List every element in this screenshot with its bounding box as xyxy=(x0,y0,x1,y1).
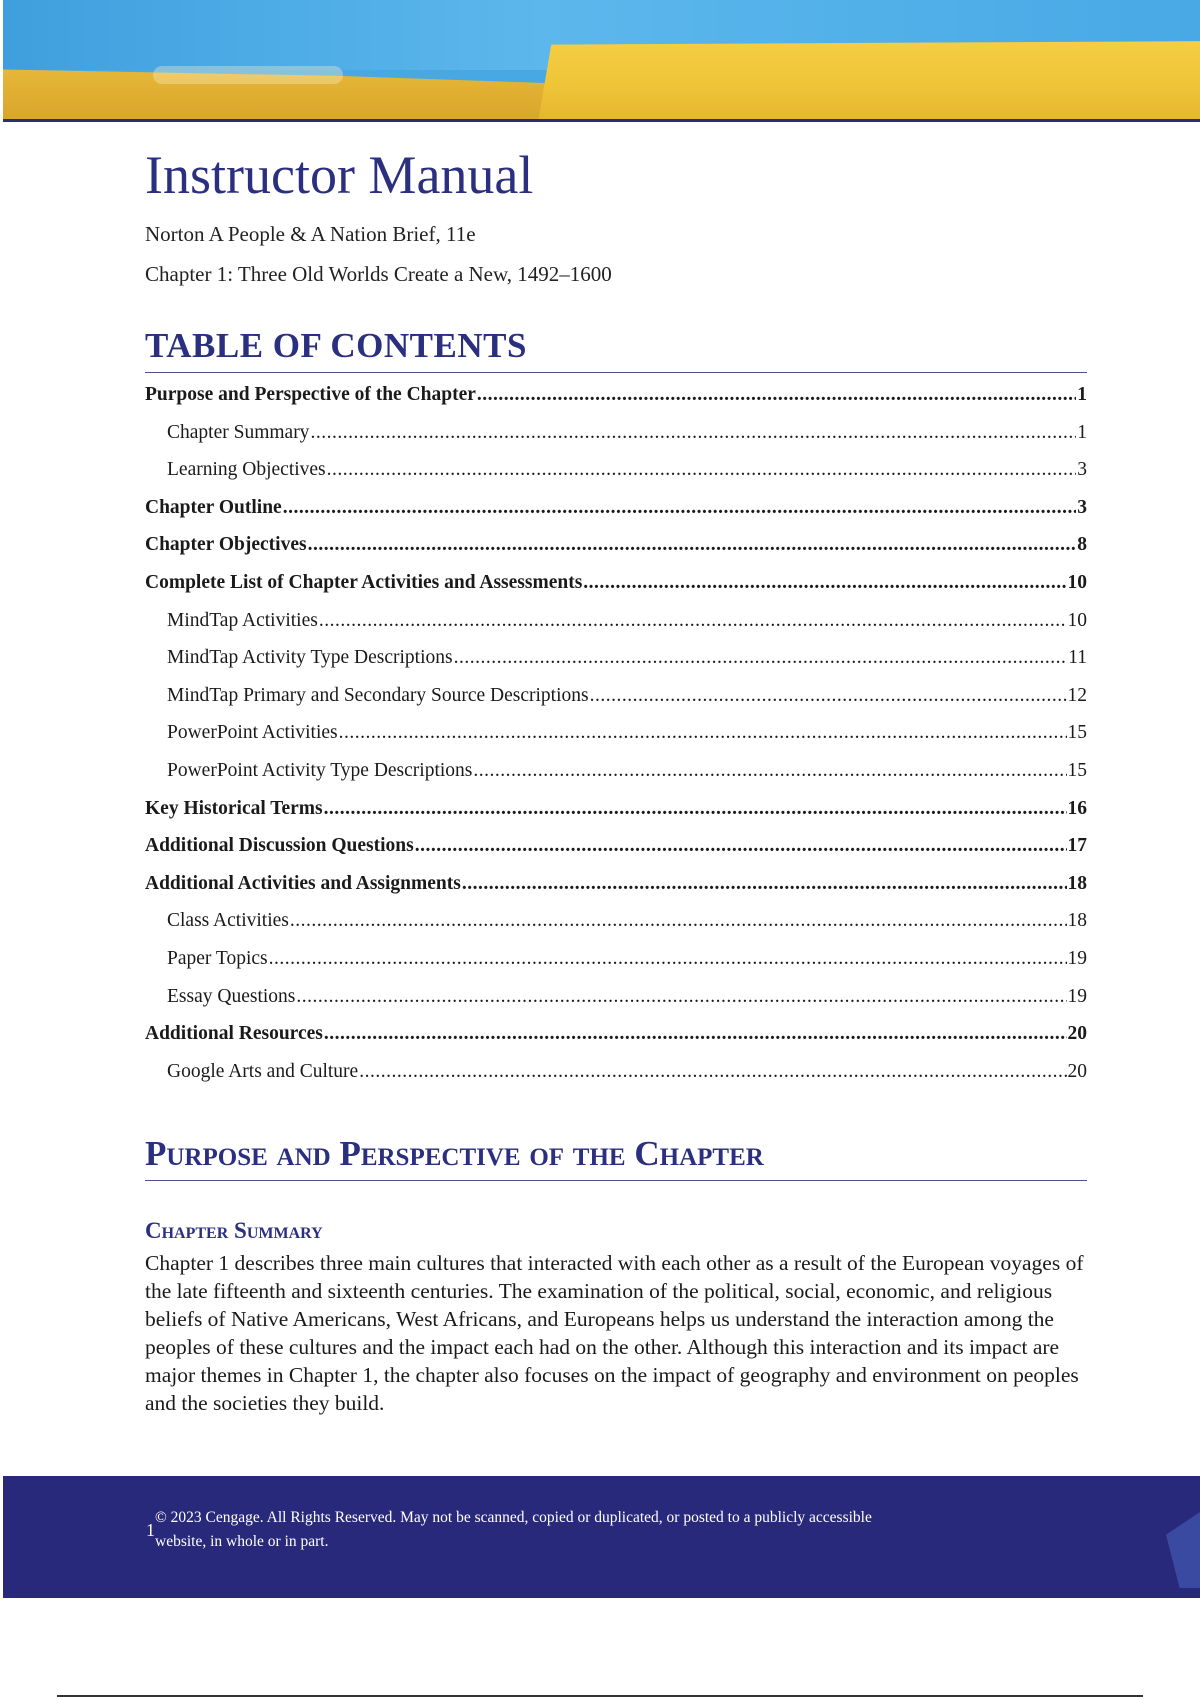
toc-entry-label: Paper Topics xyxy=(167,947,268,969)
toc-entry-page: 3 xyxy=(1077,459,1087,481)
toc-leader-dots xyxy=(462,873,1067,895)
toc-leader-dots xyxy=(339,722,1067,744)
toc-entry-page: 1 xyxy=(1077,384,1087,405)
toc-leader-dots xyxy=(283,497,1077,519)
section-heading: Purpose and Perspective of the Chapter xyxy=(145,1134,1087,1181)
toc-entry-page: 15 xyxy=(1067,759,1087,781)
toc-entry-label: MindTap Activities xyxy=(167,609,318,631)
toc-entry-label: Additional Discussion Questions xyxy=(145,835,414,857)
toc-entry[interactable] xyxy=(145,610,1087,648)
toc-entry-page: 1 xyxy=(1077,421,1087,443)
toc-entry[interactable] xyxy=(145,534,1087,572)
toc-entry-label: Learning Objectives xyxy=(167,459,326,481)
toc-entry-page: 10 xyxy=(1067,571,1087,593)
toc-entry[interactable] xyxy=(145,873,1087,911)
toc-entry-page: 19 xyxy=(1067,947,1087,969)
toc-entry-label: MindTap Activity Type Descriptions xyxy=(167,647,453,669)
toc-entry[interactable] xyxy=(145,1023,1087,1061)
toc-leader-dots xyxy=(296,986,1066,1008)
toc-entry-label: PowerPoint Activities xyxy=(167,722,338,744)
toc-entry-label: Essay Questions xyxy=(167,985,296,1007)
toc-entry-label: MindTap Primary and Secondary Source Descriptions xyxy=(167,684,589,706)
toc-entry-label: Google Arts and Culture xyxy=(167,1060,359,1082)
footer-corner-shape xyxy=(1166,1512,1200,1588)
chapter-title: Chapter 1: Three Old Worlds Create a New, 1492–1600 xyxy=(145,262,612,286)
toc-leader-dots xyxy=(310,422,1076,444)
toc-entry-label: Additional Resources xyxy=(145,1023,323,1045)
toc-entry-page: 10 xyxy=(1067,609,1087,631)
toc-leader-dots xyxy=(269,948,1067,970)
toc-leader-dots xyxy=(324,798,1067,820)
toc-entry[interactable] xyxy=(145,647,1087,685)
toc-entry-page: 12 xyxy=(1067,684,1087,706)
toc-entry[interactable] xyxy=(145,986,1087,1024)
toc-leader-dots xyxy=(324,1023,1067,1045)
chapter-summary-heading: Chapter Summary xyxy=(145,1218,323,1243)
toc-entry[interactable] xyxy=(145,948,1087,986)
chapter-summary-text: Chapter 1 describes three main cultures that interacted with each other as a result of the European voyages of the late fifteenth and sixteenth centuries. The examination of the political, social, economic, and religious beliefs of Native Americans, West Africans, and Europeans helps us understand the interaction among the peoples of these cultures and the impact each had on the other. Although this interaction and its impact are major themes in Chapter 1, the chapter also focuses on the impact of geography and environment on peoples and the societies they build. xyxy=(145,1251,1084,1415)
header-banner xyxy=(3,0,1200,122)
toc-entry-page: 18 xyxy=(1067,910,1087,932)
toc-leader-dots xyxy=(590,685,1067,707)
toc-entry-page: 20 xyxy=(1067,1060,1087,1082)
page-number: 1 xyxy=(146,1520,155,1540)
footer-bar xyxy=(3,1476,1200,1598)
toc-entry[interactable] xyxy=(145,685,1087,723)
banner-blur-mark xyxy=(153,66,343,84)
book-title: Norton A People & A Nation Brief, 11e xyxy=(145,222,476,246)
toc-entry[interactable] xyxy=(145,910,1087,948)
toc-entry-page: 17 xyxy=(1067,835,1087,857)
toc-leader-dots xyxy=(477,384,1076,406)
toc-entry-label: PowerPoint Activity Type Descriptions xyxy=(167,759,473,781)
toc-entry[interactable] xyxy=(145,384,1087,422)
toc-entry-page: 18 xyxy=(1067,872,1087,894)
toc-entry-page: 20 xyxy=(1067,1023,1087,1045)
toc-entry-label: Additional Activities and Assignments xyxy=(145,872,461,894)
toc-entry-page: 16 xyxy=(1067,797,1087,819)
banner-stripe-right xyxy=(538,36,1200,122)
toc-entry[interactable] xyxy=(145,1061,1087,1099)
page-bottom-rule xyxy=(57,1695,1143,1697)
toc-leader-dots xyxy=(473,760,1066,782)
toc-leader-dots xyxy=(359,1061,1066,1083)
table-of-contents xyxy=(145,384,1087,1098)
toc-entry-page: 19 xyxy=(1067,985,1087,1007)
toc-entry-page: 8 xyxy=(1077,534,1087,556)
toc-entry-label: Chapter Outline xyxy=(145,496,282,518)
toc-entry[interactable] xyxy=(145,798,1087,836)
toc-entry[interactable] xyxy=(145,835,1087,873)
banner-rule xyxy=(3,119,1200,122)
toc-entry-page: 11 xyxy=(1068,647,1087,669)
document-title: Instructor Manual xyxy=(145,145,534,205)
copyright-notice: © 2023 Cengage. All Rights Reserved. May not be scanned, copied or duplicated, or posted to a publicly accessible website, in whole or in part. xyxy=(155,1509,872,1550)
toc-heading: TABLE OF CONTENTS xyxy=(145,326,1087,373)
toc-leader-dots xyxy=(290,910,1067,932)
toc-leader-dots xyxy=(454,647,1068,669)
toc-leader-dots xyxy=(327,459,1077,481)
toc-entry-label: Key Historical Terms xyxy=(145,797,323,819)
toc-entry-page: 15 xyxy=(1067,722,1087,744)
toc-entry[interactable] xyxy=(145,459,1087,497)
toc-entry-label: Complete List of Chapter Activities and Assessments xyxy=(145,571,583,593)
toc-leader-dots xyxy=(308,534,1077,556)
toc-entry-label: Chapter Objectives xyxy=(145,534,307,556)
toc-entry-label: Class Activities xyxy=(167,910,289,932)
toc-entry[interactable] xyxy=(145,722,1087,760)
toc-entry[interactable] xyxy=(145,497,1087,535)
toc-entry[interactable] xyxy=(145,760,1087,798)
toc-leader-dots xyxy=(319,610,1067,632)
toc-entry-label: Purpose and Perspective of the Chapter xyxy=(145,384,476,405)
toc-leader-dots xyxy=(415,835,1067,857)
toc-entry[interactable] xyxy=(145,422,1087,460)
toc-entry-page: 3 xyxy=(1077,496,1087,518)
toc-entry[interactable] xyxy=(145,572,1087,610)
toc-leader-dots xyxy=(583,572,1066,594)
toc-entry-label: Chapter Summary xyxy=(167,421,310,443)
